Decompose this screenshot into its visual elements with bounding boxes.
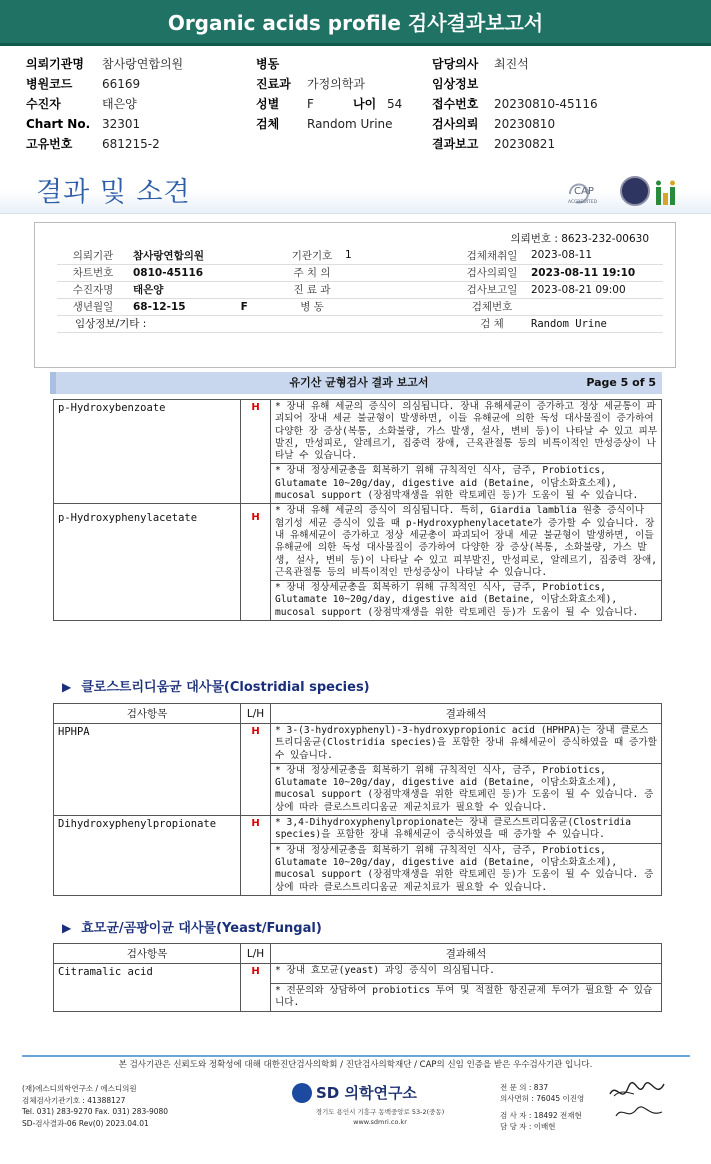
- table-header-row: [54, 704, 662, 724]
- info-label: 주 치 의: [283, 264, 341, 281]
- flag-high: H: [241, 400, 271, 504]
- signatory-line: 담 당 자 : 이배현: [500, 1122, 556, 1131]
- category-yeast-fungal: [62, 917, 322, 936]
- footer-line-text: 검체검사기관기호 : 41388127: [22, 1095, 126, 1105]
- info-label: 수진자명: [57, 281, 129, 298]
- info-label: 기관기호: [283, 247, 341, 264]
- info-label: 생년월일: [57, 298, 129, 315]
- analyte-name: HPHPA: [54, 724, 241, 816]
- meta-label: 성별: [256, 97, 280, 111]
- meta-value: 66169: [102, 77, 141, 91]
- interpretation-text: * 3,4-Dihydroxyphenylpropionate는 장내 클로스트리디움균(Clostridia species)을 포함한 장내 유해세균이 증식하였을 때 증가할 수 있습니다.: [271, 816, 662, 844]
- section-title: 결과 및 소견: [36, 177, 191, 208]
- sd-brand-logo: [292, 1082, 417, 1103]
- flag-high: H: [241, 816, 271, 896]
- interpretation-text: * 장내 효모균(yeast) 과잉 증식이 의심됩니다.: [271, 964, 662, 984]
- meta-label: 임상정보: [432, 77, 479, 91]
- meta-value: 가정의학과: [307, 77, 365, 91]
- sex-value: F: [240, 300, 248, 313]
- signature-image: [604, 1076, 674, 1126]
- sd-address: [280, 1107, 480, 1127]
- triangle-icon: ▶: [62, 921, 72, 935]
- signatory-line: 의사면허 : 76045 이진영: [500, 1094, 585, 1103]
- address-line: 경기도 용인시 기흥구 동백중앙로 53-2(중동): [315, 1108, 445, 1116]
- meta-value: 681215-2: [102, 137, 160, 151]
- category-clostridial: [62, 676, 370, 695]
- flag-high: H: [241, 724, 271, 816]
- info-label: 검체채취일: [457, 247, 527, 264]
- meta-label: Chart No.: [26, 117, 91, 131]
- interpretation-text: * 전문의와 상담하여 probiotics 투여 및 적절한 항진균제 투여가 필요할 수 있습니다.: [271, 984, 662, 1012]
- meta-label: 접수번호: [432, 97, 479, 111]
- lab-logo: [655, 179, 677, 207]
- meta-label: 병동: [256, 57, 280, 71]
- info-value: 2023-08-21 09:00: [527, 281, 663, 298]
- specimen-label: 검 체: [457, 315, 527, 332]
- age-value: 54: [387, 97, 403, 111]
- page-indicator: Page 5 of 5: [586, 376, 656, 389]
- meta-label: 병원코드: [26, 77, 73, 91]
- col-header-interpretation: 결과해석: [271, 944, 662, 964]
- interpretation-text: * 3-(3-hydroxyphenyl)-3-hydroxypropionic acid (HPHPA)는 장내 클로스트리디움균(Clostridia species)을 포함한 장내 유해세균이 증식하였을 때 증가할 수 있습니다.: [271, 724, 662, 764]
- report-header-bar: [50, 372, 662, 394]
- table-header-row: [54, 944, 662, 964]
- meta-col-3: [432, 54, 598, 154]
- info-label: 의뢰기관: [57, 247, 129, 264]
- report-info-table: [57, 247, 663, 333]
- info-label: 검사의뢰일: [457, 264, 527, 281]
- seal-logo: [620, 176, 650, 206]
- meta-value: 태은양: [102, 97, 137, 111]
- analyte-name: Citramalic acid: [54, 964, 241, 1012]
- meta-value: 20230821: [494, 137, 556, 151]
- info-row: [57, 298, 663, 315]
- website-line: www.sdmri.co.kr: [353, 1118, 407, 1126]
- analyte-name: Dihydroxyphenylpropionate: [54, 816, 241, 896]
- interpretation-text: * 장내 정상세균총을 회복하기 위해 규칙적인 식사, 금주, Probiotics, Glutamate 10~20g/day, digestive aid (Betaine, 이담소화효소제), mucosal support (장점막재생을 위한 락토페린 등)가 도움이 될 수 있습니다. 증상에 따라 클로스트리디움균 제균치료가 필요할 수 있습니다.: [271, 763, 662, 815]
- info-label: 검사보고일: [457, 281, 527, 298]
- meta-label: 결과보고: [432, 137, 479, 151]
- meta-label: 수진자: [26, 97, 61, 111]
- flag-high: H: [241, 964, 271, 1012]
- category-label: 효모균/곰팡이균 대사물(Yeast/Fungal): [81, 921, 322, 936]
- col-header-lh: L/H: [241, 704, 271, 724]
- results-table-1: [53, 399, 662, 621]
- col-header-item: 검사항목: [54, 944, 241, 964]
- accreditation-note: 본 검사기관은 신뢰도와 정확성에 대해 대한진단검사의학회 / 진단검사의학재단 / CAP의 신임 인증을 받은 우수검사기관 입니다.: [118, 1060, 593, 1070]
- category-label: 클로스트리디움균 대사물(Clostridial species): [81, 680, 370, 695]
- table-row: [54, 964, 662, 984]
- flag-high: H: [241, 504, 271, 621]
- col-header-item: 검사항목: [54, 704, 241, 724]
- analyte-name: p-Hydroxybenzoate: [54, 400, 241, 504]
- meta-value: 참사랑연합의원: [102, 57, 184, 71]
- clinical-info-label: 임상정보/기타 :: [57, 315, 457, 332]
- triangle-icon: ▶: [62, 680, 72, 694]
- info-label: 검체번호: [457, 298, 527, 315]
- footer-line-text: SD-검사결과-06 Rev(0) 2023.04.01: [22, 1118, 149, 1128]
- interpretation-text: * 장내 정상세균총을 회복하기 위해 규칙적인 식사, 금주, Probiotics, Glutamate 10~20g/day, digestive aid (Betaine, 이담소화효소제), mucosal support (장점막재생을 위한 락토페린 등)가 도움이 될 수 있습니다.: [271, 581, 662, 621]
- cap-logo-sub: ACCREDITED: [568, 200, 598, 205]
- request-number: 의뢰번호 : 8623-232-00630: [510, 233, 649, 245]
- meta-label: 진료과: [256, 77, 291, 91]
- meta-label: 의뢰기관명: [26, 57, 84, 71]
- info-value-birth: [129, 298, 283, 315]
- footer-line-text: Tel. 031) 283-9270 Fax. 031) 283-9080: [22, 1107, 169, 1116]
- info-value: [341, 264, 457, 281]
- info-row: [57, 247, 663, 264]
- results-table-3: [53, 943, 662, 1012]
- sd-logo-icon: [292, 1083, 312, 1103]
- footer-line-text: (재)에스디의학연구소 / 에스디의원: [22, 1084, 137, 1093]
- analyte-name: p-Hydroxyphenylacetate: [54, 504, 241, 621]
- meta-label: 담당의사: [432, 57, 479, 71]
- col-header-interpretation: 결과해석: [271, 704, 662, 724]
- footer-signatories: [500, 1082, 584, 1132]
- cap-logo-text: CAP: [574, 186, 594, 197]
- meta-value: Random Urine: [307, 117, 393, 131]
- info-label: 진 료 과: [283, 281, 341, 298]
- info-row: [57, 281, 663, 298]
- footer-divider: [22, 1055, 690, 1057]
- info-value: 0810-45116: [129, 264, 283, 281]
- info-value: 1: [341, 247, 457, 264]
- interpretation-text: * 장내 정상세균총을 회복하기 위해 규칙적인 식사, 금주, Probiotics, Glutamate 10~20g/day, digestive aid (Betaine, 이담소화효소제), mucosal support (장점막재생을 위한 락토페린 등)가 도움이 될 수 있습니다. 증상에 따라 클로스트리디움균 제균치료가 필요할 수 있습니다.: [271, 843, 662, 895]
- info-value: 참사랑연합의원: [129, 247, 283, 264]
- meta-value: 32301: [102, 117, 141, 131]
- footer-lab-info: [22, 1083, 168, 1129]
- meta-label: 고유번호: [26, 137, 73, 151]
- meta-value: 20230810: [494, 117, 556, 131]
- meta-label: 검체: [256, 117, 280, 131]
- interpretation-text: * 장내 정상세균총을 회복하기 위해 규칙적인 식사, 금주, Probiotics, Glutamate 10~20g/day, digestive aid (Betaine, 이담소화효소제), mucosal support (장점막재생을 위한 락토페린 등)가 도움이 될 수 있습니다.: [271, 464, 662, 504]
- info-value: [341, 281, 457, 298]
- col-header-lh: L/H: [241, 944, 271, 964]
- table-row: [54, 504, 662, 581]
- meta-label: 검사의뢰: [432, 117, 479, 131]
- cap-logo: [562, 180, 608, 208]
- meta-value: F: [307, 97, 314, 111]
- meta-value: 최진석: [494, 57, 529, 71]
- info-label: 차트번호: [57, 264, 129, 281]
- info-value: [527, 298, 663, 315]
- table-row: [54, 724, 662, 764]
- signatory-line: 전 문 의 : 837: [500, 1083, 549, 1092]
- sd-brand-name: SD 의학연구소: [316, 1084, 417, 1102]
- table-row: [54, 816, 662, 844]
- interpretation-text: * 장내 유해 세균의 증식이 의심됩니다. 특히, Giardia lamblia 원충 증식이나 혐기성 세균 증식이 있을 때 p-Hydroxyphenylacetate가 증가할 수 있습니다. 장내 유해세균이 증가하고 정상 세균총이 파괴되어 장내 세균 불균형이 발생하면, 이들 유해균에 의한 독성 대사물질이 증가하여 다양한 장 증상(복통, 소화불량, 가스 발생, 설사, 변비 등)이 나타날 수 있고 피부발진, 만성피로, 알레르기, 집중력 장애, 근육관절통 등의 비특이적인 만성증상이 나타날 수 있습니다.: [271, 504, 662, 581]
- report-title: Organic acids profile 검사결과보고서: [0, 0, 711, 46]
- info-row: [57, 264, 663, 281]
- info-row: [57, 315, 663, 332]
- info-value: [341, 298, 457, 315]
- info-value: 2023-08-11: [527, 247, 663, 264]
- info-value: 2023-08-11 19:10: [527, 264, 663, 281]
- info-value: 태은양: [129, 281, 283, 298]
- results-table-2: [53, 703, 662, 896]
- report-header-title: 유기산 균형검사 결과 보고서: [289, 376, 429, 389]
- report-info-box: [34, 222, 676, 368]
- info-label: 병 동: [283, 298, 341, 315]
- table-row: [54, 400, 662, 464]
- specimen-value: Random Urine: [527, 315, 663, 332]
- interpretation-text: * 장내 유해 세균의 증식이 의심됩니다. 장내 유해세균이 증가하고 정상 세균통이 파괴되어 장내 세균 불균형이 발생하면, 이들 유해균에 의한 독성 대사물질이 증가하여 다양한 장 증상(복통, 소화불량, 가스 발생, 설사, 변비 등)이 나타날 수 있고 피부발진, 만성피로, 알레르기, 집중력 장애, 근육관절통 등의 비특이적인 만성증상이 나타날 수 있습니다.: [271, 400, 662, 464]
- age-label: 나이: [353, 97, 377, 111]
- meta-col-1: [26, 54, 183, 154]
- meta-col-2: [256, 54, 402, 134]
- meta-value: 20230810-45116: [494, 97, 598, 111]
- birth-date: 68-12-15: [133, 300, 186, 313]
- signatory-line: 검 사 자 : 18492 전재현: [500, 1111, 582, 1120]
